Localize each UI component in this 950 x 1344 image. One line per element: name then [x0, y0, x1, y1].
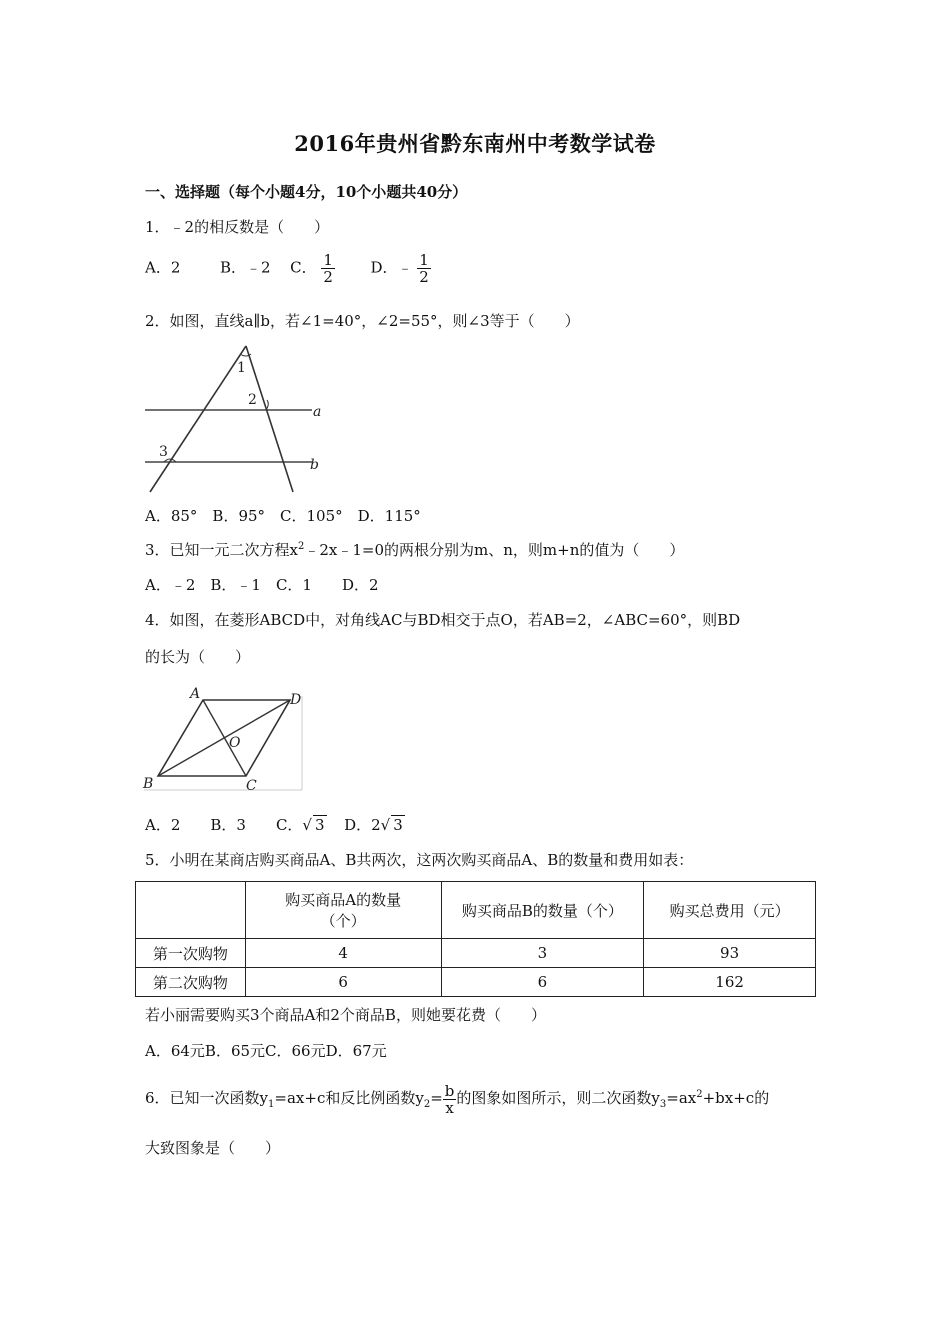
q5-followup: 若小丽需要购买3个商品A和2个商品B，则她要花费（ ）: [145, 1006, 546, 1024]
line-b-label: b: [310, 457, 319, 473]
header-total: 购买总费用（元）: [644, 882, 816, 939]
vertex-a-label: A: [190, 686, 201, 702]
q5-options: A．64元B．65元C．66元D．67元: [145, 1042, 387, 1060]
q6-stem-line1: 6．已知一次函数$y_1=ax+c$和反比例函数$y_2=$ $\frac{b}{x}$ 的图象如图所示，则二次函数$y_3=ax^2+bx+c$的: [145, 1081, 770, 1117]
q1-fraction-c: $\frac{1}{2}$: [323, 251, 333, 286]
angle1-label: 1: [237, 360, 246, 376]
q4-stem-line1: 4．如图，在菱形ABCD中，对角线AC与BD相交于点O，若AB=2，∠ABC=60°，则BD: [145, 611, 741, 629]
q1-option-d: D．﹣: [370, 258, 413, 277]
q6-stem-line2: 大致图象是（ ）: [145, 1139, 281, 1157]
vertex-b-label: B: [143, 776, 154, 792]
q1-options: [145, 252, 431, 285]
section-heading: 一、选择题（每个小题4分，10个小题共40分）: [145, 183, 468, 201]
header-empty: [136, 882, 246, 939]
table-header-row: [136, 882, 816, 939]
sqrt-3-d: 3: [393, 816, 403, 834]
page-title: 2016年贵州省黔东南州中考数学试卷: [294, 131, 656, 156]
sqrt-3-c: 3: [314, 816, 325, 834]
q5-stem: 5．小明在某商店购买商品A、B共两次，这两次购买商品A、B的数量和费用如表：: [145, 851, 694, 869]
point-o-label: O: [229, 735, 241, 751]
q1-option-b: B．﹣2: [219, 258, 271, 277]
q1-fraction-d: $\frac{1}{2}$: [419, 251, 429, 286]
q1-stem: 1．﹣2的相反数是（ ）: [145, 218, 330, 236]
q4-options: A．2 B．3 C．√ 3 D．2√ 3: [145, 816, 403, 834]
q2-options: A．85° B．95° C．105° D．115°: [145, 507, 421, 525]
q4-stem-line2: 的长为（ ）: [145, 648, 251, 666]
header-qty-a: 购买商品A的数量 （个）: [245, 882, 441, 939]
q1-option-c: C．: [290, 258, 317, 277]
vertex-c-label: C: [246, 778, 257, 794]
vertex-d-label: D: [290, 692, 302, 708]
q1-option-a: A．2: [145, 258, 181, 277]
q2-stem: 2．如图，直线a∥b，若∠1=40°，∠2=55°，则∠3等于（ ）: [145, 312, 580, 330]
q4-rhombus-figure: [140, 684, 306, 794]
q3-options: A．﹣2 B．﹣1 C．1 D．2: [145, 576, 379, 594]
angle3-label: 3: [159, 444, 168, 460]
header-qty-b: 购买商品B的数量（个）: [441, 882, 644, 939]
q6-fraction-b-over-x: $\frac{b}{x}$: [444, 1081, 455, 1117]
q3-stem: 3．已知一元二次方程$x^2﹣2x﹣1=0$的两根分别为m、n，则m+n的值为（ ）: [145, 541, 685, 559]
angle2-label: 2: [248, 392, 257, 408]
line-a-label: a: [313, 404, 322, 420]
q5-purchase-table: [135, 881, 816, 997]
table-row: 第二次购物 6 6 162: [136, 968, 816, 997]
q2-parallel-lines-figure: [140, 338, 330, 494]
table-row: 第一次购物 4 3 93: [136, 939, 816, 968]
